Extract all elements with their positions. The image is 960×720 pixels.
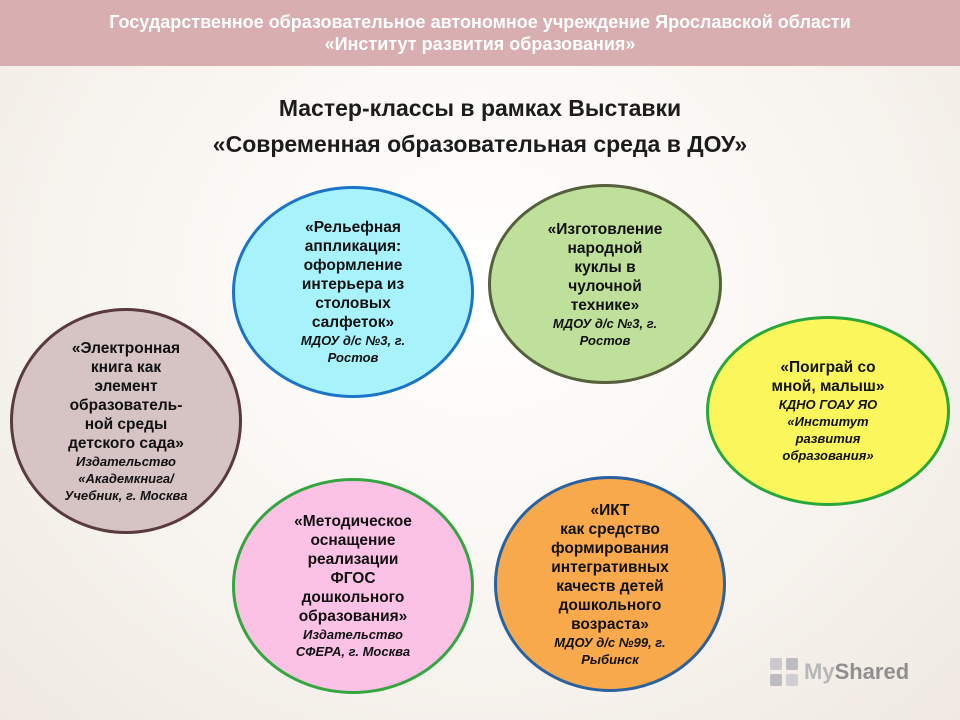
circle-subtitle: КДНО ГОАУ ЯО «Институт развития образования» [778, 397, 878, 463]
title-line-1: Мастер-классы в рамках Выставки [278, 95, 682, 121]
circle-play-with-me [706, 316, 950, 506]
circle-subtitle: МДОУ д/с №99, г. Рыбинск [554, 634, 666, 667]
circle-title: «Методическое оснащение реализации ФГОС дошкольного образования» [294, 513, 412, 625]
header-line-2: «Институт развития образования» [324, 34, 636, 54]
circle-subtitle: Издательство СФЕРА, г. Москва [295, 627, 411, 659]
circle-folk-doll [488, 184, 722, 384]
title-line-2: «Современная образовательная среда в ДОУ» [212, 131, 748, 157]
myshared-logo-icon [768, 656, 800, 688]
circle-title: «Изготовление народной куклы в чулочной технике» [547, 220, 663, 314]
circle-title: «Поиграй со мной, малыш» [771, 359, 885, 395]
circle-title: «ИКТ как средство формирования интегративных качеств детей дошкольного возраста» [551, 501, 669, 633]
header-line-1: Государственное образовательное автономное учреждение Ярославской области [109, 12, 851, 32]
myshared-watermark [768, 656, 909, 688]
circle-title: «Рельефная аппликация: оформление интерьера из столовых салфеток» [301, 219, 405, 331]
page-title [0, 90, 960, 162]
circle-subtitle: МДОУ д/с №3, г. Ростов [300, 333, 406, 365]
circle-subtitle: Издательство «Академкнига/ Учебник, г. Москва [64, 453, 188, 503]
circle-subtitle: МДОУ д/с №3, г. Ростов [552, 315, 658, 348]
watermark-my: My [804, 659, 835, 684]
circle-methodical-equipment [232, 478, 474, 694]
header-banner [0, 0, 960, 66]
circle-ict [494, 476, 726, 692]
watermark-shared: Shared [834, 659, 910, 684]
circle-relief-applique [232, 186, 474, 398]
circle-electronic-book [10, 308, 242, 534]
circle-title: «Электронная книга как элемент образователь- ной среды детского сада» [68, 339, 184, 452]
